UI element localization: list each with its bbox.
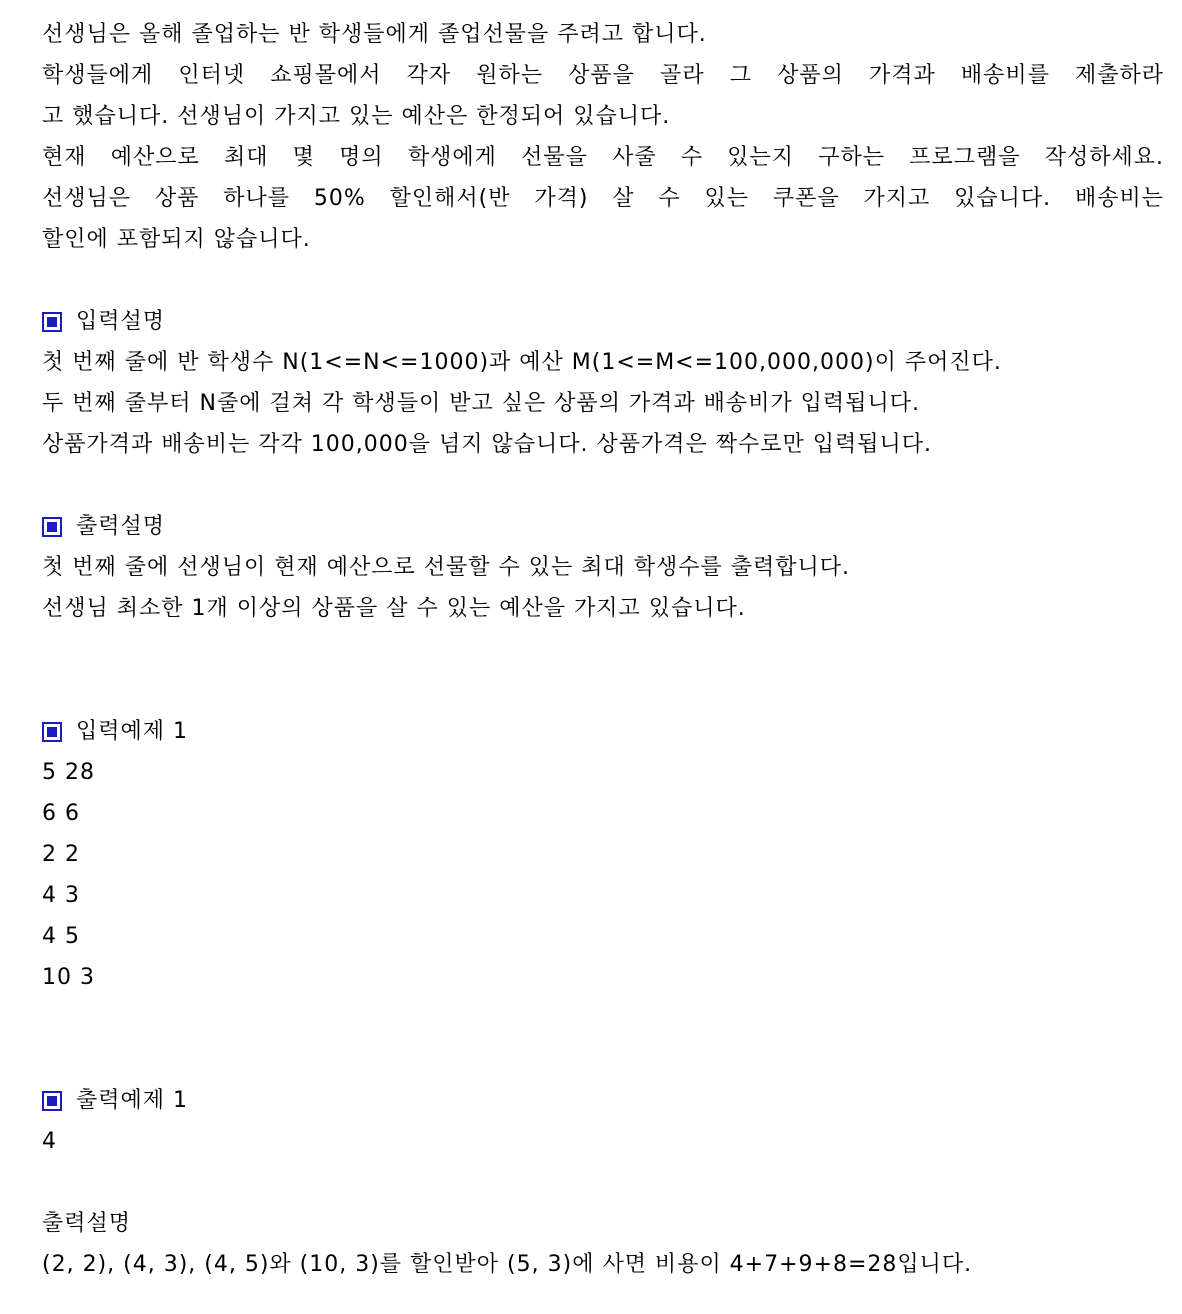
square-bullet-icon (42, 722, 62, 742)
input-example (42, 711, 1164, 998)
description-line: 두 번째 줄부터 N줄에 걸쳐 각 학생들이 받고 싶은 상품의 가격과 배송비가 입력됩니다. (42, 391, 920, 416)
section-title: 출력예제 1 (76, 1088, 188, 1113)
description-line: 첫 번째 줄에 반 학생수 N(1<=N<=1000)과 예산 M(1<=M<=100,000,000)이 주어진다. (42, 350, 1002, 375)
example-line: 10 3 (42, 965, 95, 990)
example-line: 4 3 (42, 883, 80, 908)
example-line: 5 28 (42, 760, 95, 785)
spacer (42, 1162, 1164, 1203)
statement-line: 고 했습니다. 선생님이 가지고 있는 예산은 한정되어 있습니다. (42, 104, 671, 129)
statement-line: 현재 예산으로 최대 몇 명의 학생에게 선물을 사줄 수 있는지 구하는 프로그램을 작성하세요. (42, 145, 1164, 170)
section-heading (42, 301, 1164, 342)
statement-line: 선생님은 올해 졸업하는 반 학생들에게 졸업선물을 주려고 합니다. (42, 22, 707, 47)
description-line: 선생님 최소한 1개 이상의 상품을 살 수 있는 예산을 가지고 있습니다. (42, 596, 746, 621)
description-line: 상품가격과 배송비는 각각 100,000을 넘지 않습니다. 상품가격은 짝수로만 입력됩니다. (42, 432, 932, 457)
input-description (42, 301, 1164, 465)
spacer (42, 998, 1164, 1039)
section-heading (42, 1080, 1164, 1121)
example-line: 2 2 (42, 842, 80, 867)
example-line: 4 5 (42, 924, 80, 949)
section-title: 입력예제 1 (76, 719, 188, 744)
description-line: 첫 번째 줄에 선생님이 현재 예산으로 선물할 수 있는 최대 학생수를 출력합니다. (42, 555, 850, 580)
square-bullet-icon (42, 1091, 62, 1111)
statement-line: 선생님은 상품 하나를 50% 할인해서(반 가격) 살 수 있는 쿠폰을 가지고 있습니다. 배송비는 (42, 186, 1164, 211)
example-line: 6 6 (42, 801, 80, 826)
section-heading (42, 711, 1164, 752)
explanation-line: (2, 2), (4, 3), (4, 5)와 (10, 3)를 할인받아 (5, 3)에 사면 비용이 4+7+9+8=28입니다. (42, 1252, 973, 1277)
problem-statement (42, 14, 1164, 260)
section-heading (42, 506, 1164, 547)
example-line: 4 (42, 1129, 57, 1154)
statement-line: 학생들에게 인터넷 쇼핑몰에서 각자 원하는 상품을 골라 그 상품의 가격과 배송비를 제출하라 (42, 63, 1164, 88)
explanation (42, 1203, 1164, 1285)
spacer (42, 629, 1164, 670)
spacer (42, 1039, 1164, 1080)
problem-page (42, 14, 1164, 1285)
spacer (42, 465, 1164, 506)
section-title: 입력설명 (76, 309, 166, 334)
spacer (42, 670, 1164, 711)
output-example (42, 1080, 1164, 1162)
explanation-title: 출력설명 (42, 1211, 132, 1236)
square-bullet-icon (42, 517, 62, 537)
spacer (42, 260, 1164, 301)
section-title: 출력설명 (76, 514, 166, 539)
statement-line: 할인에 포함되지 않습니다. (42, 227, 311, 252)
square-bullet-icon (42, 312, 62, 332)
output-description (42, 506, 1164, 629)
